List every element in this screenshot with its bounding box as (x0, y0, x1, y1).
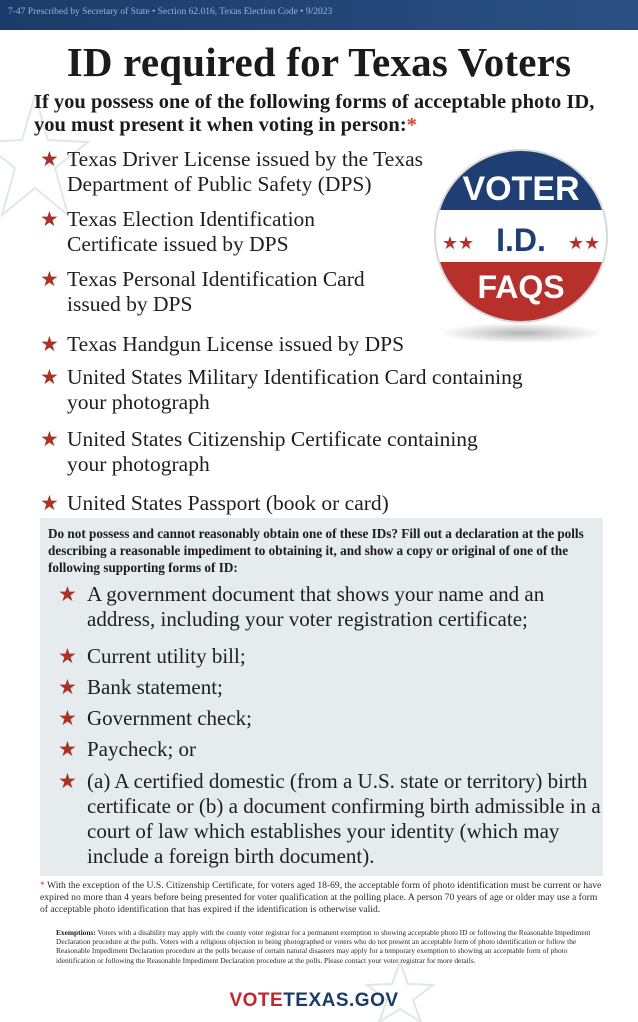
star-bullet-icon: ★ (58, 582, 77, 606)
voter-id-faqs-badge (432, 148, 610, 348)
footnote-text: With the exception of the U.S. Citizenship Certificate, for voters aged 18-69, the acceptable form of photo identification must be current or have expired no more than 4 years before being presented for voter qualification at the polling place. A person 70 years of age or older may use a form of acceptable photo identification that has expired if the identification is otherwise valid. (40, 880, 602, 916)
exemptions-text: Voters with a disability may apply with the county voter registrar for a permanent exemption to showing acceptable photo ID or following the Reasonable Impediment Declaration procedure at the polls. Voters with a religious objection to being photographed or voters who do not present an acceptable form of photo identification or follow the Reasonable Impediment Declaration procedure at the polls because of certain natural disasters may apply for a temporary exemption to showing an acceptable form of photo identification or following the Reasonable Impediment Declaration procedure at the polls. Please contact your voter registrar for more details. (56, 928, 591, 965)
exemptions-note (56, 928, 596, 965)
badge-id-text: I.D. (496, 222, 546, 258)
star-bullet-icon: ★ (40, 365, 59, 389)
list-item-line: issued by DPS (67, 292, 193, 316)
list-item (58, 582, 617, 632)
list-item (40, 427, 627, 477)
list-item (40, 365, 627, 415)
logo-vote: VOTE (229, 990, 284, 1011)
star-bullet-icon: ★ (40, 267, 59, 291)
star-bullet-icon: ★ (58, 737, 77, 761)
votetexas-logo (214, 990, 414, 1012)
list-item-text: Paycheck; or (87, 737, 197, 761)
list-item (58, 737, 617, 762)
list-item-line: United States Passport (book or card) (67, 491, 389, 515)
star-bullet-icon: ★ (58, 706, 77, 730)
list-item-text: (a) A certified domestic (from a U.S. state or territory) birth certificate or (b) a document confirming birth admissible in a court of law which establishes your identity (which may include a foreign birth document). (87, 769, 601, 868)
list-item-line: Texas Handgun License issued by DPS (67, 332, 405, 356)
list-item (58, 675, 617, 700)
list-item-text: Current utility bill; (87, 644, 246, 668)
badge-faqs-text: FAQS (477, 269, 565, 305)
star-bullet-icon: ★ (40, 491, 59, 515)
supporting-id-panel (40, 518, 603, 876)
list-item-text: Government check; (87, 706, 253, 730)
star-bullet-icon: ★ (40, 207, 59, 231)
footnote-asterisk: * (40, 880, 45, 891)
list-item (58, 644, 617, 669)
list-item-line: Certificate issued by DPS (67, 232, 289, 256)
list-item-line: your photograph (67, 452, 210, 476)
list-item-line: Texas Personal Identification Card (67, 267, 365, 291)
prescribed-notice: 7-47 Prescribed by Secretary of State • Section 62.016, Texas Election Code • 9/2023 (8, 7, 333, 17)
intro-text (34, 91, 624, 137)
list-item-line: your photograph (67, 390, 210, 414)
list-item-line: United States Military Identification Card containing (67, 365, 523, 389)
intro-asterisk: * (406, 114, 417, 136)
list-item-line: Texas Election Identification (67, 207, 316, 231)
list-item (58, 769, 617, 869)
list-item-text: A government document that shows your name and an address, including your voter registration certificate; (87, 582, 545, 631)
list-item-line: Department of Public Safety (DPS) (67, 172, 372, 196)
badge-star-icon: ★★ (567, 233, 601, 253)
star-bullet-icon: ★ (58, 769, 77, 793)
expiration-footnote (40, 880, 602, 917)
star-bullet-icon: ★ (40, 427, 59, 451)
star-bullet-icon: ★ (40, 147, 59, 171)
top-banner (0, 0, 638, 30)
list-item-line: United States Citizenship Certificate containing (67, 427, 478, 451)
reasonable-impediment-note: Do not possess and cannot reasonably obtain one of these IDs? Fill out a declaration at the polls describing a reasonable impediment to obtaining it, and show a copy or original of one of the following supporting forms of ID: (48, 526, 584, 575)
list-item-text: Bank statement; (87, 675, 223, 699)
star-bullet-icon: ★ (40, 332, 59, 356)
list-item-line: Texas Driver License issued by the Texas (67, 147, 424, 171)
page-title: ID required for Texas Voters (66, 39, 572, 85)
list-item (40, 491, 627, 516)
logo-texas-gov: TEXAS.GOV (283, 990, 399, 1011)
exemptions-label: Exemptions: (56, 928, 96, 937)
intro-sentence: If you possess one of the following forms of acceptable photo ID, you must present it when voting in person: (34, 91, 595, 136)
badge-star-icon: ★★ (441, 233, 475, 253)
list-item (58, 706, 617, 731)
star-bullet-icon: ★ (58, 675, 77, 699)
badge-voter-text: VOTER (462, 170, 580, 208)
star-bullet-icon: ★ (58, 644, 77, 668)
